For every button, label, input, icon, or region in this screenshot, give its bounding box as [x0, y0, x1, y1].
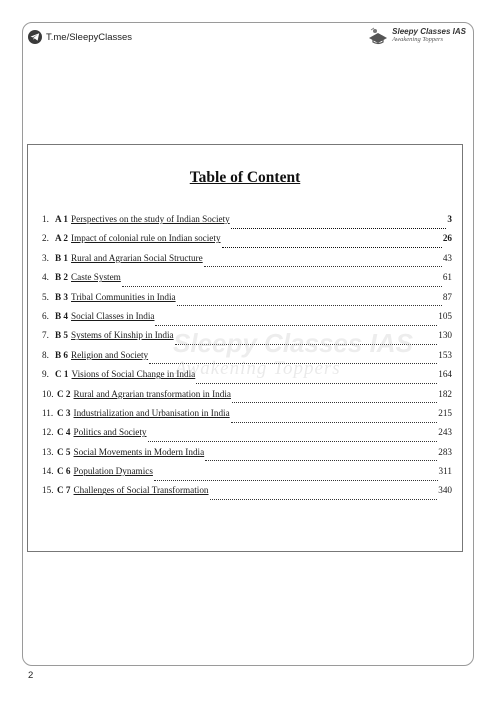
toc-entry-title: Social Classes in India — [71, 310, 155, 321]
toc-leader-dots — [210, 492, 438, 500]
toc-entry-title: Visions of Social Change in India — [71, 369, 196, 380]
toc-entry-number: 15. — [42, 485, 54, 496]
toc-entry-title: Social Movements in Modern India — [73, 446, 205, 457]
toc-entry[interactable] — [42, 466, 452, 485]
toc-leader-dots — [231, 415, 438, 423]
toc-leader-dots — [204, 259, 442, 267]
toc-entry-code: C 6 — [57, 466, 71, 477]
toc-entry-code: C 1 — [55, 369, 69, 380]
toc-entry[interactable] — [42, 311, 452, 330]
toc-leader-dots — [205, 453, 437, 461]
toc-entry-code: B 3 — [55, 291, 69, 302]
toc-entry-code: B 5 — [55, 330, 69, 341]
toc-entry-page: 3 — [447, 214, 452, 224]
toc-leader-dots — [149, 356, 437, 364]
toc-entry-number: 4. — [42, 272, 49, 283]
toc-entry-number: 14. — [42, 466, 54, 477]
toc-entry[interactable] — [42, 272, 452, 291]
toc-entry-number: 5. — [42, 291, 49, 302]
toc-entry-number: 10. — [42, 388, 54, 399]
toc-entry-number: 2. — [42, 233, 49, 244]
watermark-title: Sleepy Classes IAS — [173, 328, 413, 358]
sleepy-classes-logo-icon — [367, 27, 389, 45]
toc-entry-code: A 1 — [55, 214, 69, 224]
logo-subtitle: Awakening Toppers — [392, 36, 444, 44]
toc-entry-page: 26 — [442, 233, 452, 244]
toc-entry-title: Rural and Agrarian transformation in India — [73, 388, 231, 399]
toc-leader-dots — [196, 376, 437, 384]
toc-entry[interactable] — [42, 214, 452, 233]
toc-leader-dots — [177, 298, 442, 306]
toc-leader-dots — [154, 473, 438, 481]
toc-entry-title: Religion and Society — [71, 349, 149, 360]
toc-entry-number: 12. — [42, 427, 54, 438]
toc-leader-dots — [122, 279, 442, 287]
toc-leader-dots — [222, 240, 442, 248]
toc-entry-code: B 4 — [55, 310, 69, 321]
toc-entry-code: C 7 — [57, 485, 71, 496]
toc-entry-number: 3. — [42, 252, 49, 263]
toc-entry-page: 311 — [438, 466, 452, 477]
toc-entry-page: 182 — [438, 388, 452, 399]
toc-entry-title: Caste System — [71, 272, 121, 283]
toc-leader-dots — [148, 434, 438, 442]
toc-entry-code: C 5 — [57, 446, 71, 457]
toc-entry-number: 9. — [42, 369, 49, 380]
toc-entry-code: C 3 — [57, 407, 71, 418]
toc-entry-code: B 6 — [55, 349, 69, 360]
logo-title: Sleepy Classes IAS — [392, 27, 466, 37]
toc-entry-title: Impact of colonial rule on Indian society — [71, 233, 221, 244]
toc-leader-dots — [175, 337, 438, 345]
toc-entry[interactable] — [42, 253, 452, 272]
toc-entry-number: 6. — [42, 310, 49, 321]
toc-leader-dots — [231, 221, 447, 229]
toc-entry[interactable] — [42, 408, 452, 427]
toc-entry-title: Industrialization and Urbanisation in India — [73, 407, 230, 418]
toc-entry[interactable] — [42, 427, 452, 446]
channel-text: T.me/SleepyClasses — [46, 31, 133, 43]
toc-entry-title: Challenges of Social Transformation — [73, 485, 209, 496]
toc-entry[interactable] — [42, 330, 452, 349]
toc-entry-title: Systems of Kinship in India — [71, 330, 174, 341]
toc-entry-page: 87 — [442, 291, 452, 302]
toc-entry-code: C 4 — [57, 427, 71, 438]
toc-entry-page: 43 — [442, 252, 452, 263]
toc-leader-dots — [155, 318, 437, 326]
toc-box — [27, 144, 463, 552]
toc-title: Table of Content — [189, 169, 301, 186]
toc-entry[interactable] — [42, 447, 452, 466]
toc-entry-code: A 2 — [55, 233, 69, 244]
toc-entry-code: B 1 — [55, 252, 69, 263]
toc-entry-code: C 2 — [57, 388, 71, 399]
toc-entry[interactable] — [42, 233, 452, 252]
telegram-icon — [28, 30, 42, 44]
toc-entry-title: Tribal Communities in India — [71, 291, 176, 302]
toc-entry[interactable] — [42, 369, 452, 388]
toc-entry-title: Rural and Agrarian Social Structure — [71, 252, 203, 263]
toc-entry-page: 215 — [438, 407, 452, 418]
toc-entry-page: 164 — [438, 369, 452, 380]
toc-entry-number: 1. — [42, 214, 49, 224]
toc-entry[interactable] — [42, 485, 452, 504]
toc-entry[interactable] — [42, 292, 452, 311]
page-number: 2 — [28, 670, 34, 681]
toc-entry-page: 340 — [438, 485, 452, 496]
toc-entry[interactable] — [42, 389, 452, 408]
toc-entry-title: Politics and Society — [73, 427, 147, 438]
toc-entry-page: 105 — [438, 310, 452, 321]
toc-entry-title: Perspectives on the study of Indian Society — [71, 214, 230, 224]
brand-logo — [367, 27, 466, 45]
toc-entry-page: 153 — [438, 349, 452, 360]
toc-entry-number: 8. — [42, 349, 49, 360]
toc-entry-page: 61 — [442, 272, 452, 283]
channel-link[interactable] — [28, 30, 132, 44]
toc-entry-number: 7. — [42, 330, 49, 341]
toc-entry-page: 283 — [438, 446, 452, 457]
toc-entry-code: B 2 — [55, 272, 69, 283]
toc-entry-page: 130 — [438, 330, 452, 341]
toc-entry-number: 11. — [42, 407, 54, 418]
toc-leader-dots — [232, 395, 437, 403]
toc-entry-title: Population Dynamics — [73, 466, 153, 477]
toc-entry-page: 243 — [438, 427, 452, 438]
toc-entry[interactable] — [42, 350, 452, 369]
toc-list — [42, 214, 452, 505]
toc-entry-number: 13. — [42, 446, 54, 457]
watermark-subtitle: Awakening Toppers — [175, 358, 341, 379]
